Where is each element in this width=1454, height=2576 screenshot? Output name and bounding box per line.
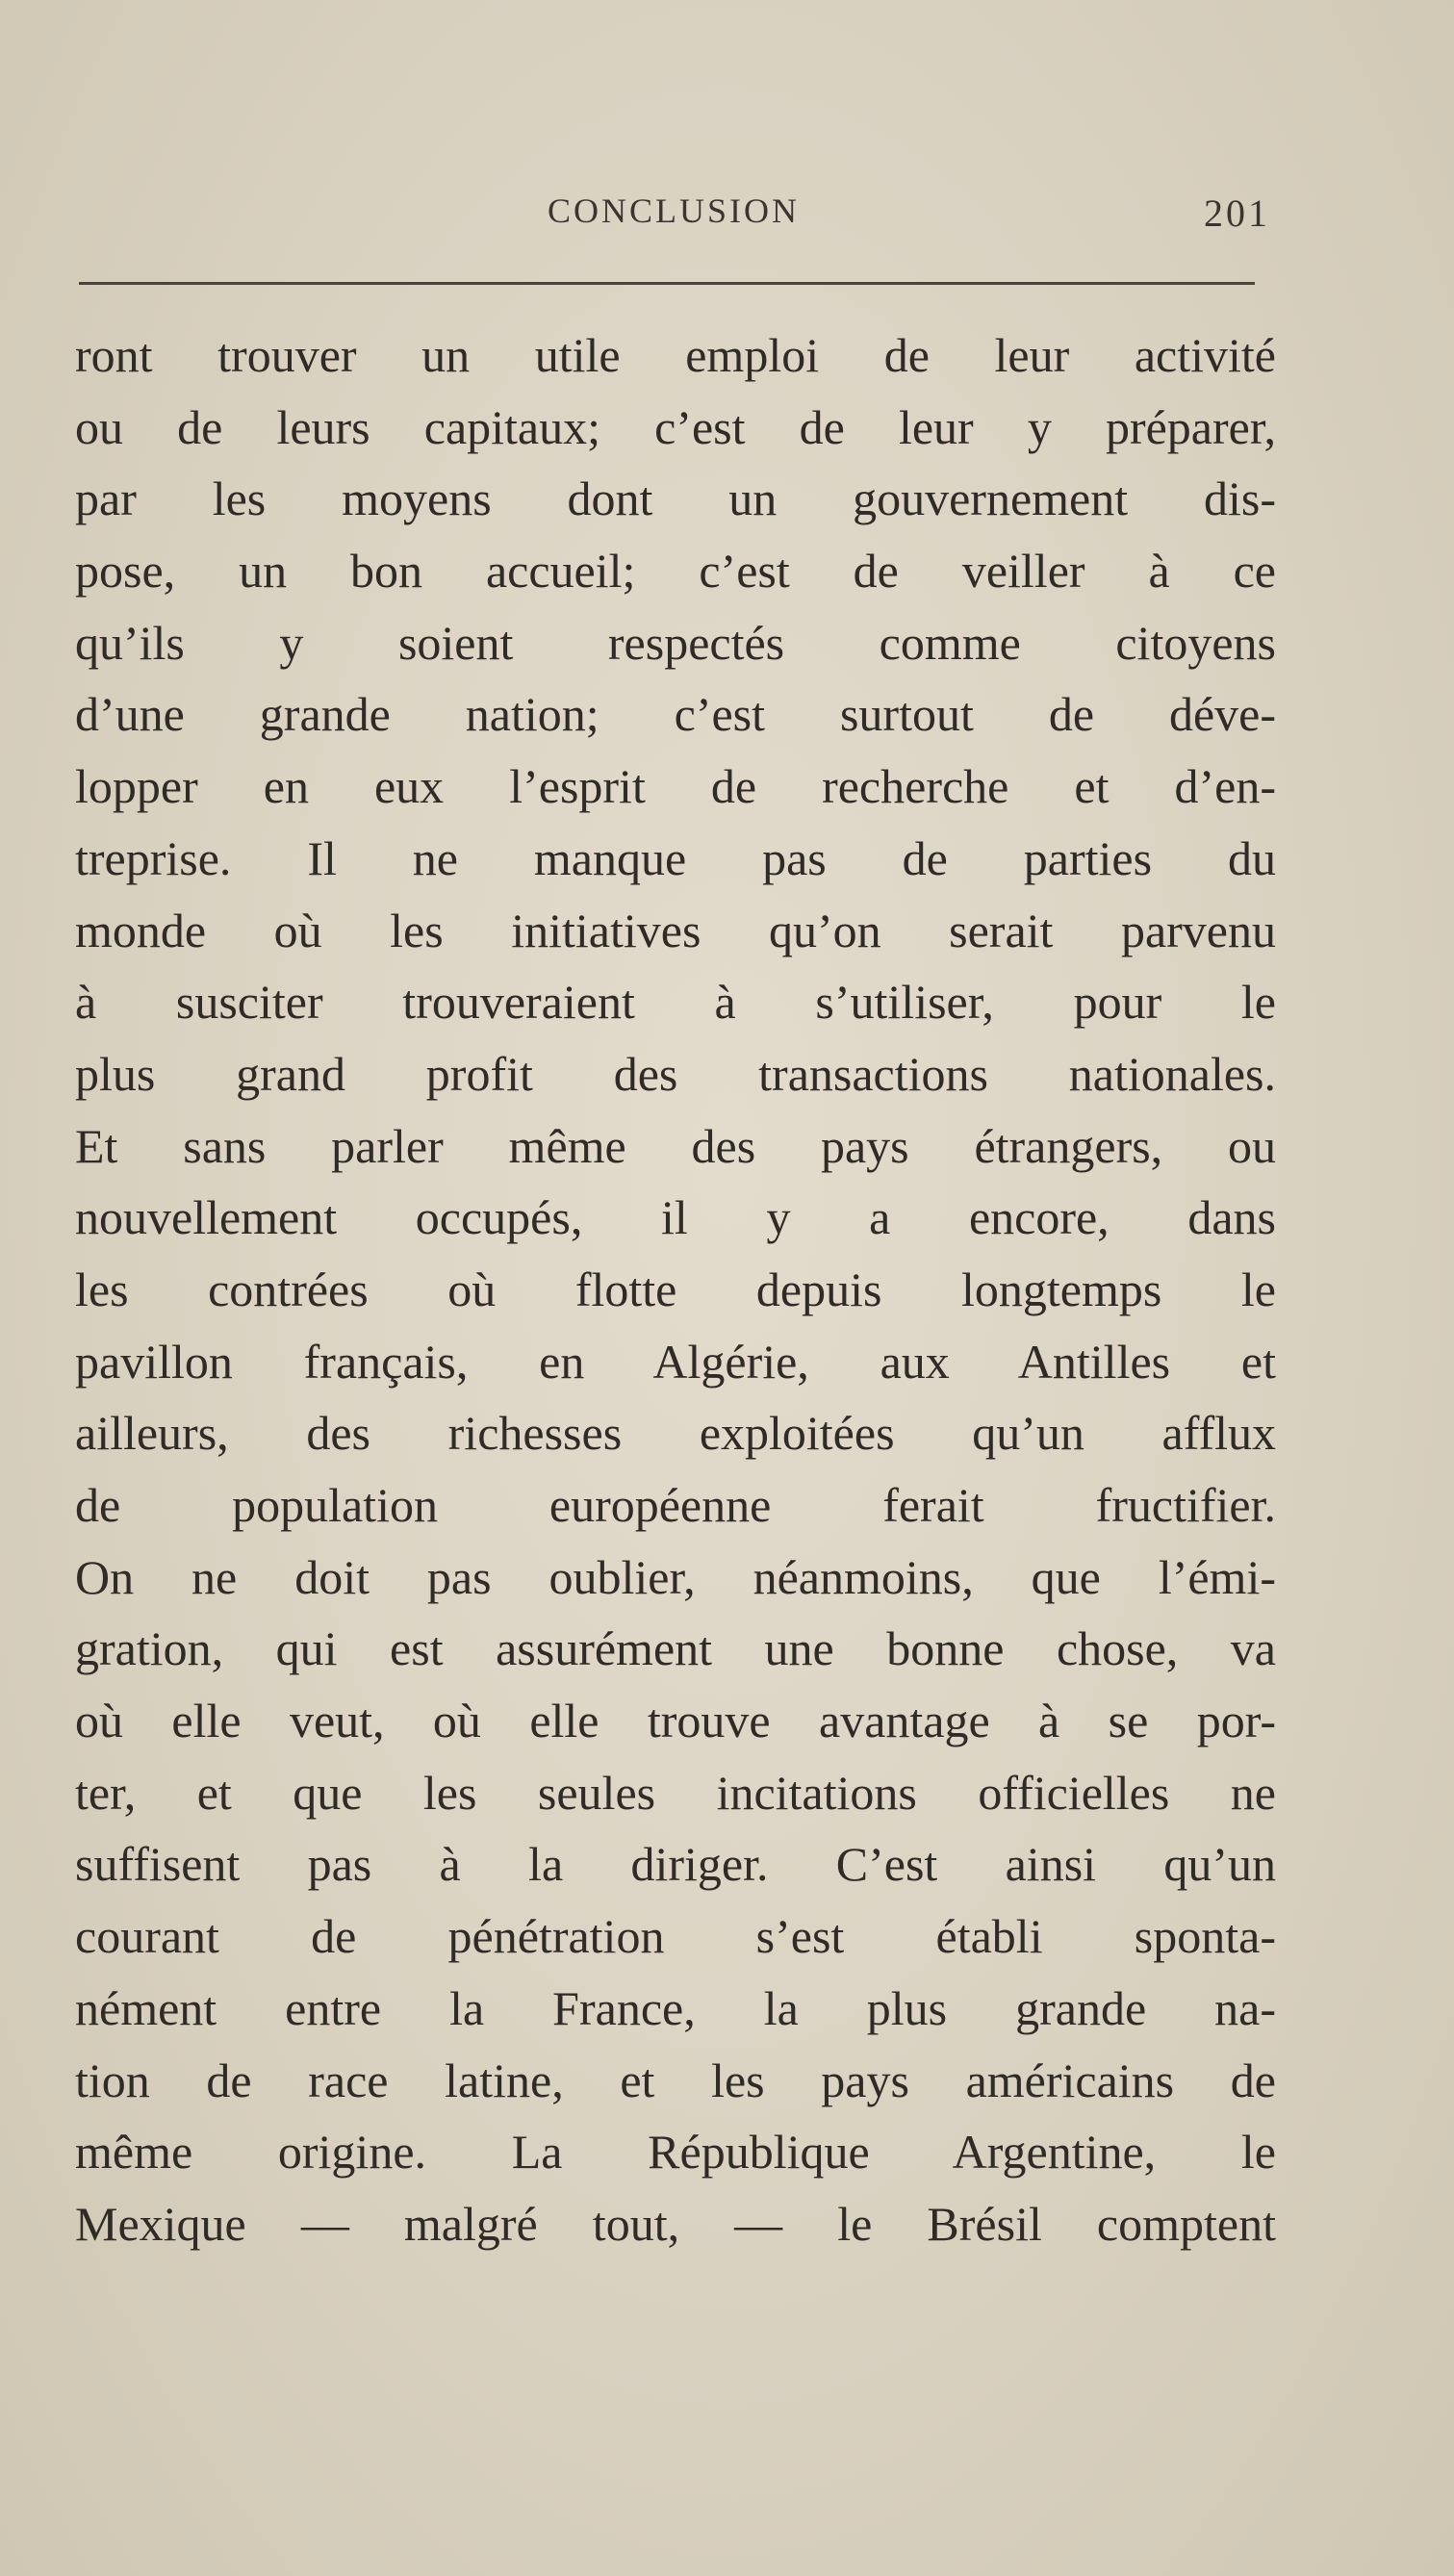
page-number: 201 [1204, 191, 1270, 235]
text-line: de population européenne ferait fructifier. [75, 1478, 1276, 1532]
text-line: tion de race latine, et les pays américains de [75, 2053, 1276, 2107]
text-line: même origine. La République Argentine, le [75, 2125, 1276, 2180]
text-line: à susciter trouveraient à s’utiliser, pour le [75, 975, 1276, 1030]
running-head: CONCLUSION [547, 191, 800, 230]
text-line: ou de leurs capitaux; c’est de leur y préparer, [75, 399, 1276, 454]
text-line: les contrées où flotte depuis longtemps le [75, 1262, 1276, 1316]
text-line: courant de pénétration s’est établi sponta- [75, 1909, 1276, 1964]
text-line: nément entre la France, la plus grande na- [75, 1980, 1276, 2035]
text-line: qu’ils y soient respectés comme citoyens [75, 615, 1276, 670]
text-line: plus grand profit des transactions nationales. [75, 1046, 1276, 1101]
text-line: ront trouver un utile emploi de leur activité [75, 328, 1276, 382]
text-line: lopper en eux l’esprit de recherche et d’en- [75, 759, 1276, 814]
text-line: ter, et que les seules incitations officielles ne [75, 1765, 1276, 1820]
body-text [75, 319, 1276, 2260]
text-line: suffisent pas à la diriger. C’est ainsi qu’un [75, 1837, 1276, 1892]
text-line: pavillon français, en Algérie, aux Antilles et [75, 1334, 1276, 1389]
header-rule [79, 282, 1255, 285]
text-line: nouvellement occupés, il y a encore, dans [75, 1190, 1276, 1245]
text-line: Et sans parler même des pays étrangers, ou [75, 1118, 1276, 1173]
page-header [77, 191, 1270, 248]
text-line: On ne doit pas oublier, néanmoins, que l’émi- [75, 1549, 1276, 1604]
text-line: ailleurs, des richesses exploitées qu’un afflux [75, 1406, 1276, 1461]
text-line: pose, un bon accueil; c’est de veiller à ce [75, 544, 1276, 599]
text-line: où elle veut, où elle trouve avantage à se por- [75, 1694, 1276, 1748]
text-line: par les moyens dont un gouvernement dis- [75, 472, 1276, 526]
text-line: treprise. Il ne manque pas de parties du [75, 830, 1276, 885]
text-line: Mexique — malgré tout, — le Brésil comptent [75, 2196, 1276, 2251]
text-line: monde où les initiatives qu’on serait parvenu [75, 903, 1276, 957]
text-line: gration, qui est assurément une bonne chose, va [75, 1621, 1276, 1676]
text-line: d’une grande nation; c’est surtout de déve- [75, 687, 1276, 742]
